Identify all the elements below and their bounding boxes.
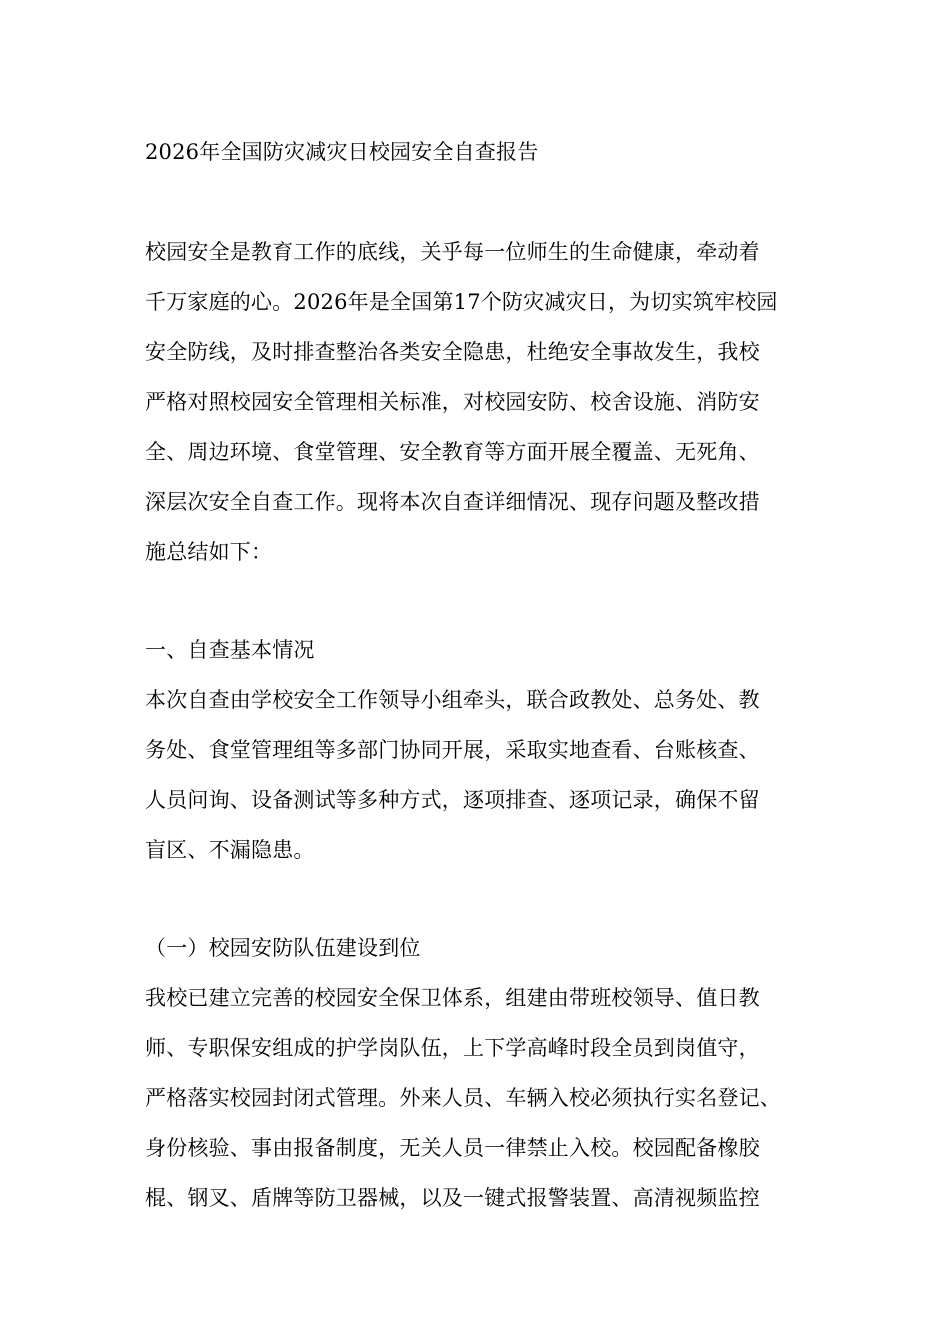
subsection-line: 棍、钢叉、盾牌等防卫器械，以及一键式报警装置、高清视频监控 bbox=[145, 1186, 760, 1210]
intro-line: 深层次安全自查工作。现将本次自查详细情况、现存问题及整改措 bbox=[145, 490, 760, 514]
intro-line: 千万家庭的心。2026年是全国第17个防灾减灾日，为切实筑牢校园 bbox=[145, 290, 778, 314]
section-heading: 一、自查基本情况 bbox=[145, 638, 315, 662]
intro-line: 安全防线，及时排查整治各类安全隐患，杜绝安全事故发生，我校 bbox=[145, 340, 760, 364]
intro-line: 严格对照校园安全管理相关标准，对校园安防、校舍设施、消防安 bbox=[145, 390, 760, 414]
subsection-line: 严格落实校园封闭式管理。外来人员、车辆入校必须执行实名登记、 bbox=[145, 1086, 781, 1110]
subsection-line: 身份核验、事由报备制度，无关人员一律禁止入校。校园配备橡胶 bbox=[145, 1136, 760, 1160]
document-title: 2026年全国防灾减灾日校园安全自查报告 bbox=[145, 140, 539, 164]
section-line: 务处、食堂管理组等多部门协同开展，采取实地查看、台账核查、 bbox=[145, 738, 760, 762]
intro-line: 校园安全是教育工作的底线，关乎每一位师生的生命健康，牵动着 bbox=[145, 240, 760, 264]
subsection-heading: （一）校园安防队伍建设到位 bbox=[145, 936, 421, 960]
intro-line: 全、周边环境、食堂管理、安全教育等方面开展全覆盖、无死角、 bbox=[145, 440, 760, 464]
section-line: 人员问询、设备测试等多种方式，逐项排查、逐项记录，确保不留 bbox=[145, 788, 760, 812]
section-line: 盲区、不漏隐患。 bbox=[145, 838, 315, 862]
subsection-line: 我校已建立完善的校园安全保卫体系，组建由带班校领导、值日教 bbox=[145, 986, 760, 1010]
intro-line: 施总结如下： bbox=[145, 540, 273, 564]
subsection-line: 师、专职保安组成的护学岗队伍，上下学高峰时段全员到岗值守， bbox=[145, 1036, 760, 1060]
section-line: 本次自查由学校安全工作领导小组牵头，联合政教处、总务处、教 bbox=[145, 688, 760, 712]
